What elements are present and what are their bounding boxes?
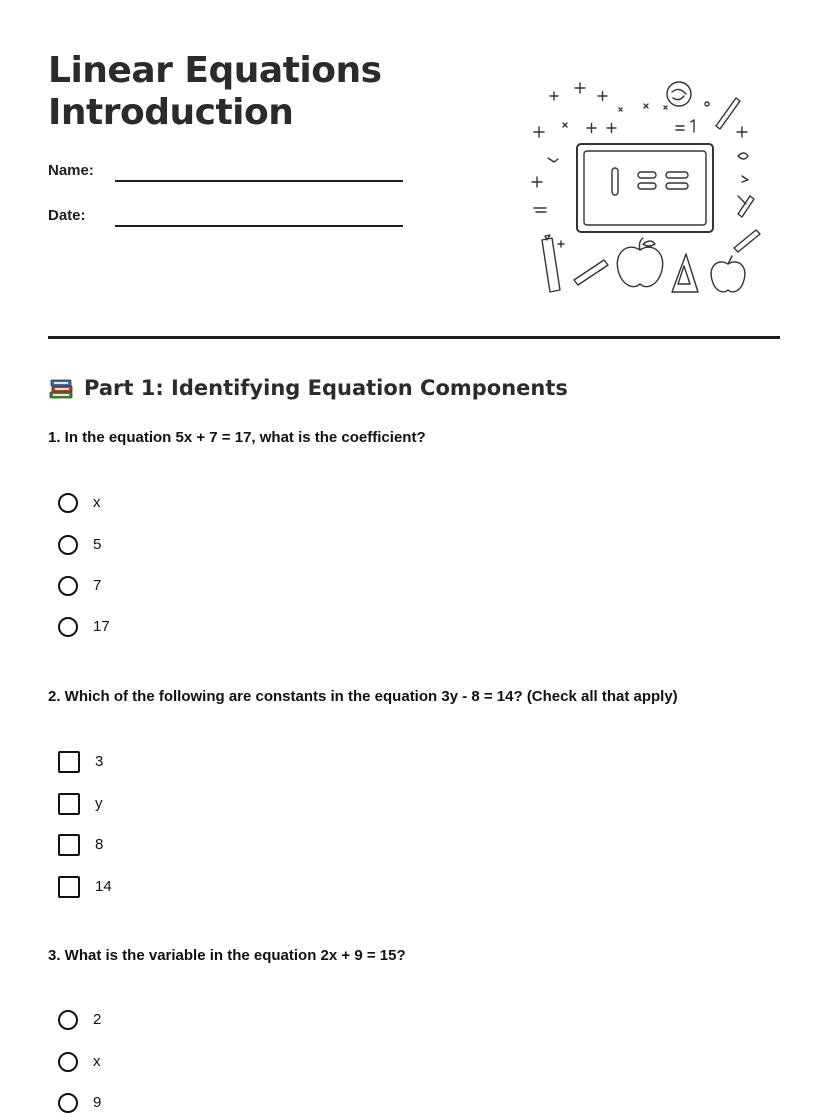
radio-button[interactable] (58, 617, 78, 637)
option-label: x (93, 1053, 101, 1070)
question-2-option[interactable] (58, 833, 103, 857)
books-icon (48, 375, 74, 401)
radio-button[interactable] (58, 493, 78, 513)
option-label: 9 (93, 1094, 102, 1111)
option-label: 2 (93, 1011, 102, 1028)
question-2-option[interactable] (58, 750, 103, 774)
option-label: y (95, 795, 103, 812)
question-2-option[interactable] (58, 875, 112, 899)
radio-button[interactable] (58, 535, 78, 555)
option-label: 14 (95, 878, 112, 895)
radio-button[interactable] (58, 576, 78, 596)
question-1-option[interactable] (58, 533, 101, 557)
section-heading (48, 373, 568, 403)
title-line-1: Linear Equations (48, 50, 382, 91)
question-3-option[interactable] (58, 1008, 101, 1032)
name-field-row (48, 160, 403, 180)
checkbox[interactable] (58, 793, 80, 815)
radio-button[interactable] (58, 1010, 78, 1030)
option-label: 8 (95, 836, 104, 853)
option-label: x (93, 494, 101, 511)
checkbox[interactable] (58, 834, 80, 856)
title-line-2: Introduction (48, 92, 294, 133)
header-divider (48, 336, 780, 339)
option-label: 5 (93, 536, 102, 553)
question-2-option[interactable] (58, 792, 103, 816)
question-3-option[interactable] (58, 1091, 101, 1115)
question-3-text: 3. What is the variable in the equation 2x + 9 = 15? (48, 947, 406, 964)
question-2-text: 2. Which of the following are constants in the equation 3y - 8 = 14? (Check all that apply) (48, 688, 678, 705)
option-label: 3 (95, 753, 104, 770)
radio-button[interactable] (58, 1093, 78, 1113)
math-classroom-doodle-icon (520, 68, 770, 298)
date-label: Date: (48, 207, 86, 224)
question-3-option[interactable] (58, 1050, 101, 1074)
option-label: 17 (93, 618, 110, 635)
question-1-option[interactable] (58, 615, 110, 639)
checkbox[interactable] (58, 751, 80, 773)
section-heading-text: Part 1: Identifying Equation Components (84, 376, 568, 400)
worksheet-title (48, 50, 382, 134)
checkbox[interactable] (58, 876, 80, 898)
name-label: Name: (48, 162, 94, 179)
question-1-option[interactable] (58, 574, 101, 598)
question-1-text: 1. In the equation 5x + 7 = 17, what is the coefficient? (48, 429, 426, 446)
name-field[interactable] (115, 160, 403, 182)
option-label: 7 (93, 577, 102, 594)
date-field[interactable] (115, 205, 403, 227)
question-1-option[interactable] (58, 491, 101, 515)
date-field-row (48, 205, 403, 225)
radio-button[interactable] (58, 1052, 78, 1072)
